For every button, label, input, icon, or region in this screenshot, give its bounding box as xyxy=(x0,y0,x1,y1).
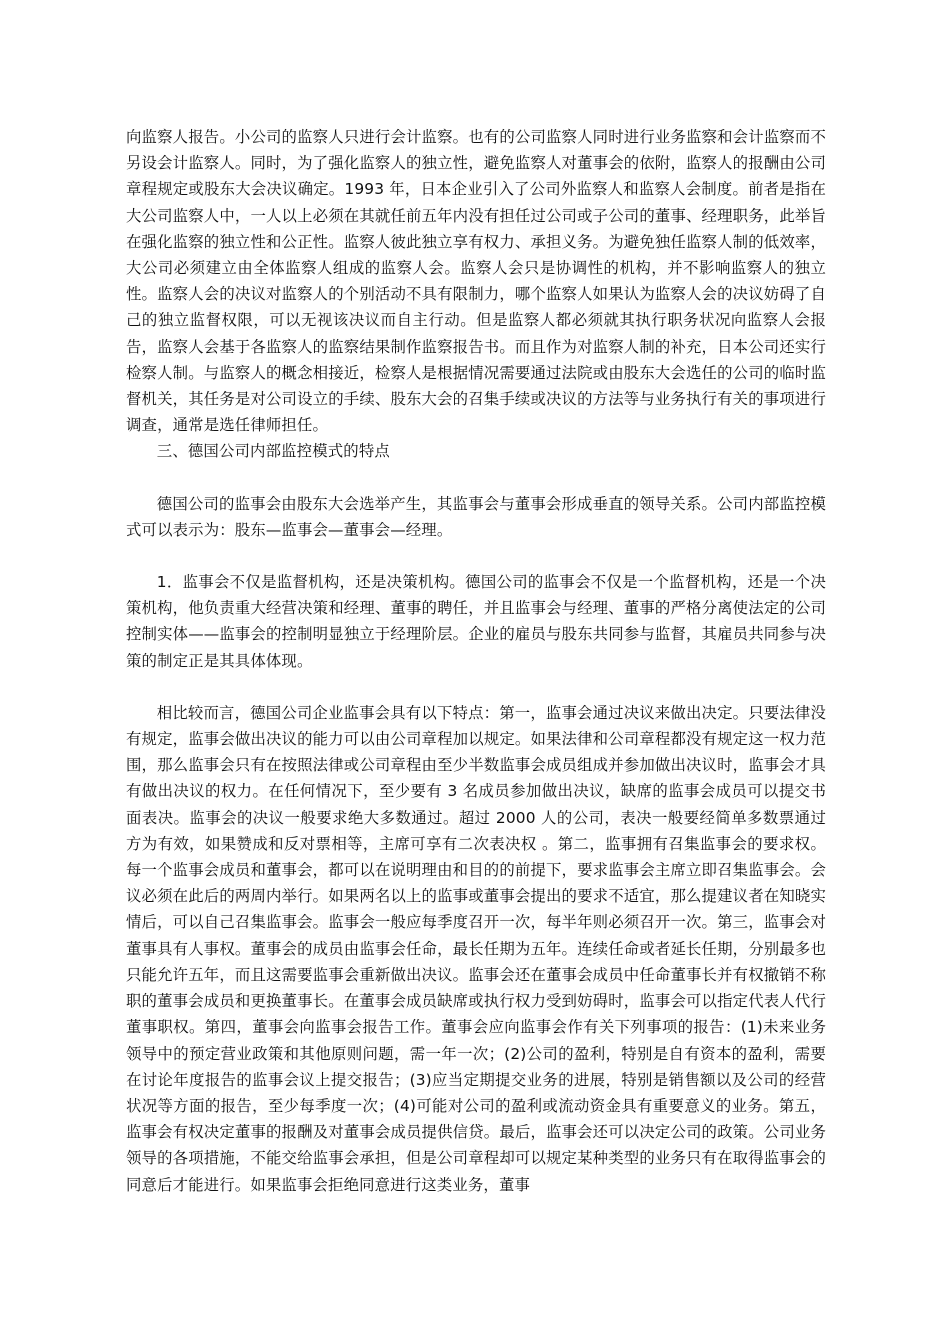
paragraph-point-1: 1．监事会不仅是监督机构，还是决策机构。德国公司的监事会不仅是一个监督机构，还是一个决策机构，他负责重大经营决策和经理、董事的聘任，并且监事会与经理、董事的严格分离使法定的公司控制实体——监事会的控制明显独立于经理阶层。企业的雇员与股东共同参与监督，其雇员共同参与决策的制定正是其具体体现。 xyxy=(126,573,826,670)
paragraph-japan-auditors-continued: 向监察人报告。小公司的监察人只进行会计监察。也有的公司监察人同时进行业务监察和会计监察而不另设会计监察人。同时，为了强化监察人的独立性，避免监察人对董事会的依附，监察人的报酬由公司章程规定或股东大会决议确定。1993 年，日本企业引入了公司外监察人和监察人会制度。前者是指在大公司监察人中，一人以上必须在其就任前五年内没有担任过公司或子公司的董事、经理职务，此举旨在强化监察的独立性和公正性。监察人彼此独立享有权力、承担义务。为避免独任监察人制的低效率，大公司必须建立由全体监察人组成的监察人会。监察人会只是协调性的机构，并不影响监察人的独立性。监察人会的决议对监察人的个别活动不具有限制力，哪个监察人如果认为监察人会的决议妨碍了自己的独立监督权限，可以无视该决议而自主行动。但是监察人都必须就其执行职务状况向监察人会报告，监察人会基于各监察人的监察结果制作监察报告书。而且作为对监察人制的补充，日本公司还实行检察人制。与监察人的概念相接近，检察人是根据情况需要通过法院或由股东大会选任的公司的临时监督机关，其任务是对公司设立的手续、股东大会的召集手续或决议的方法等与业务执行有关的事项进行调查，通常是选任律师担任。 xyxy=(126,128,826,435)
paragraph-supervisory-board-features: 相比较而言，德国公司企业监事会具有以下特点：第一，监事会通过决议来做出决定。只要法律没有规定，监事会做出决议的能力可以由公司章程加以规定。如果法律和公司章程都没有规定这一权力范围，那么监事会只有在按照法律或公司章程由至少半数监事会成员组成并参加做出决议时，监事会才具有做出决议的权力。在任何情况下，至少要有 3 名成员参加做出决议，缺席的监事会成员可以提交书面表决。监事会的决议一般要求绝大多数通过。超过 2000 人的公司，表决一般要经简单多数票通过方为有效，如果赞成和反对票相等，主席可享有二次表决权 。第二，监事拥有召集监事会的要求权。每一个监事会成员和董事会，都可以在说明理由和目的的前提下，要求监事会主席立即召集监事会。会议必须在此后的两周内举行。如果两名以上的监事或董事会提出的要求不适宜，那么提建议者在知晓实情后，可以自己召集监事会。监事会一般应每季度召开一次，每半年则必须召开一次。第三，监事会对董事具有人事权。董事会的成员由监事会任命，最长任期为五年。连续任命或者延长任期，分别最多也只能允许五年，而且这需要监事会重新做出决议。监事会还在董事会成员中任命董事长并有权撤销不称职的董事会成员和更换董事长。在董事会成员缺席或执行权力受到妨碍时，监事会可以指定代表人代行董事职权。第四，董事会向监事会报告工作。董事会应向监事会作有关下列事项的报告：(1)未来业务领导中的预定营业政策和其他原则问题，需一年一次；(2)公司的盈利，特别是自有资本的盈利，需要在讨论年度报告的监事会议上提交报告；(3)应当定期提交业务的进展，特别是销售额以及公司的经营状况等方面的报告，至少每季度一次；(4)可能对公司的盈利或流动资金具有重要意义的业务。第五，监事会有权决定董事的报酬及对董事会成员提供信贷。最后，监事会还可以决定公司的政策。公司业务领导的各项措施，不能交给监事会承担，但是公司章程却可以规定某种类型的业务只有在取得监事会的同意后才能进行。如果监事会拒绝同意进行这类业务，董事 xyxy=(126,703,826,1194)
section-heading-germany: 三、德国公司内部监控模式的特点 xyxy=(156,442,390,461)
document-page xyxy=(126,124,826,1198)
paragraph-germany-intro: 德国公司的监事会由股东大会选举产生，其监事会与董事会形成垂直的领导关系。公司内部监控模式可以表示为：股东—监事会—董事会—经理。 xyxy=(126,494,826,539)
